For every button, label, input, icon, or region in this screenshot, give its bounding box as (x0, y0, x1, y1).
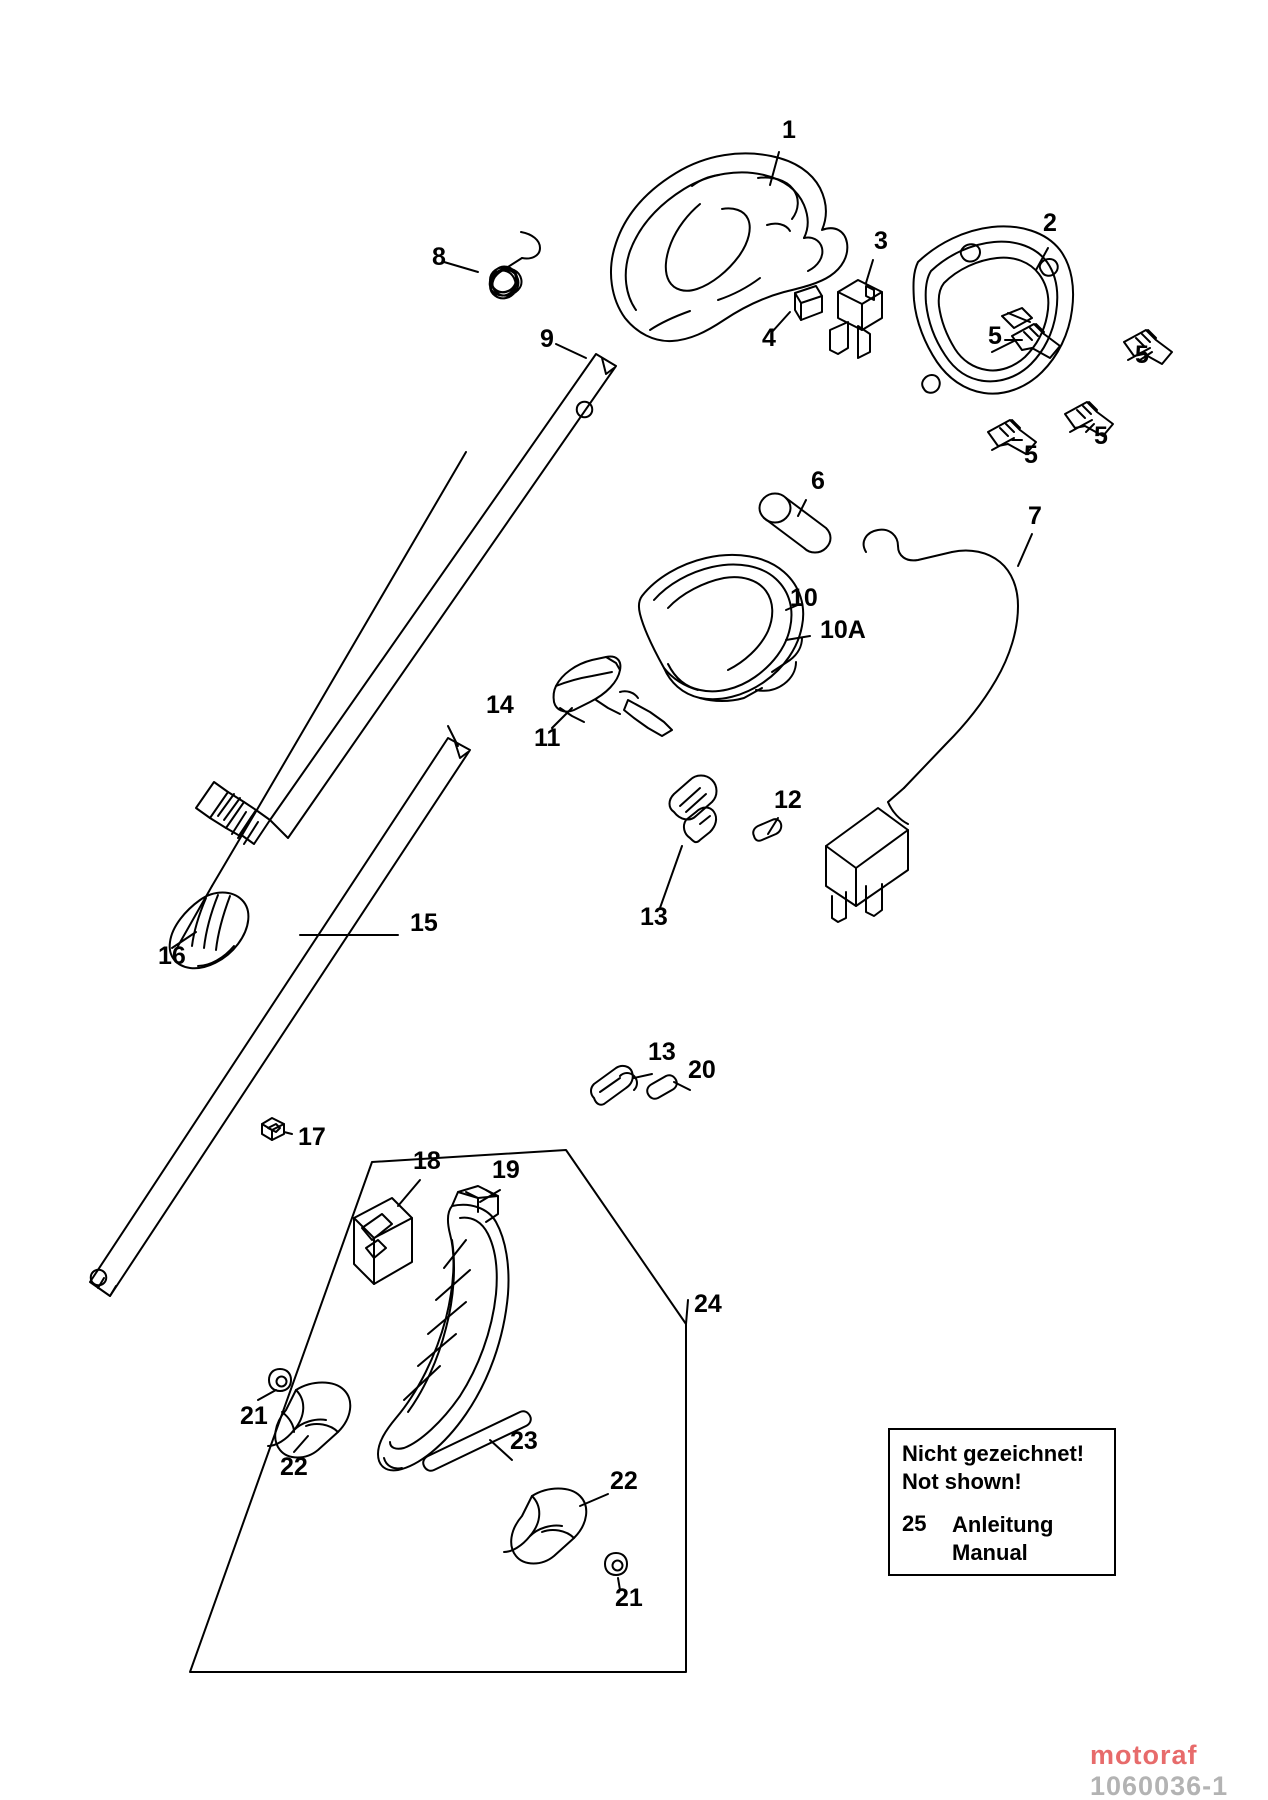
part-washer-21a (269, 1369, 291, 1391)
callout-22-b: 22 (610, 1467, 638, 1495)
callout-6: 6 (811, 467, 825, 495)
callout-10: 10 (790, 584, 818, 612)
callout-24: 24 (694, 1290, 722, 1318)
part-lower-shaft (90, 738, 470, 1296)
part-rod-12 (753, 819, 781, 841)
not-shown-item-label-en: Manual (952, 1539, 1028, 1565)
callout-23: 23 (510, 1427, 538, 1455)
leader-23 (490, 1440, 512, 1460)
leader-3 (866, 260, 873, 283)
callout-3: 3 (874, 227, 888, 255)
callout-11: 11 (534, 724, 561, 752)
leader-17 (284, 1132, 292, 1134)
callout-17: 17 (298, 1123, 326, 1151)
callout-21-a: 21 (240, 1402, 268, 1430)
callout-14: 14 (486, 691, 514, 719)
part-bracket-18 (354, 1198, 412, 1284)
callout-5-a: 5 (988, 322, 1002, 350)
watermark (1090, 1740, 1268, 1800)
callout-4: 4 (762, 324, 776, 352)
part-pin-20 (647, 1075, 677, 1099)
leader-9 (556, 344, 586, 358)
callout-9: 9 (540, 325, 554, 353)
part-clip-13a (670, 776, 717, 843)
not-shown-item (902, 1511, 1102, 1566)
part-coiled-wire (178, 232, 540, 946)
callout-10a: 10A (820, 616, 866, 644)
part-clip-13b (591, 1066, 637, 1105)
not-shown-title-en: Not shown! (902, 1468, 1022, 1494)
part-small-block (795, 286, 822, 320)
part-grip-half (554, 657, 672, 736)
callout-18: 18 (413, 1147, 441, 1175)
callout-13-a: 13 (640, 903, 668, 931)
leader-22a (294, 1436, 308, 1452)
leader-7 (1018, 534, 1032, 566)
callout-13-b: 13 (648, 1038, 676, 1066)
callout-12: 12 (774, 786, 802, 814)
callout-22-a: 22 (280, 1453, 308, 1481)
callout-2: 2 (1043, 209, 1057, 237)
part-grip-shell (639, 555, 803, 701)
callout-5-d: 5 (1024, 441, 1038, 469)
callout-1: 1 (782, 116, 796, 144)
leader-24 (686, 1300, 688, 1324)
part-cover-plate (913, 226, 1073, 393)
part-washer-21b (605, 1553, 627, 1575)
not-shown-item-label-de: Anleitung (952, 1512, 1054, 1537)
watermark-text: motoraf (1090, 1740, 1198, 1770)
not-shown-box (888, 1428, 1116, 1576)
callout-7: 7 (1028, 502, 1042, 530)
callout-5-b: 5 (1135, 341, 1149, 369)
leader-8 (444, 262, 478, 272)
not-shown-title-de: Nicht gezeichnet! (902, 1441, 1085, 1466)
not-shown-item-number: 25 (902, 1511, 927, 1536)
callout-19: 19 (492, 1156, 520, 1184)
callout-5-c: 5 (1094, 422, 1108, 450)
callout-16: 16 (158, 942, 186, 970)
part-handle-housing (611, 153, 847, 341)
part-upper-shaft (196, 354, 616, 844)
part-switch-block (830, 280, 882, 358)
watermark-suffix: 1060036-1 (1090, 1771, 1229, 1800)
leader-14 (448, 726, 458, 746)
leader-18 (398, 1180, 420, 1206)
part-nut (262, 1118, 284, 1140)
callout-20: 20 (688, 1056, 716, 1084)
callout-15: 15 (410, 909, 438, 937)
leader-13a (660, 846, 682, 908)
callout-8: 8 (432, 243, 446, 271)
leader-13b (634, 1074, 652, 1078)
leader-21a (258, 1390, 276, 1400)
part-pin (760, 494, 831, 553)
part-power-cord (826, 530, 1018, 922)
callout-21-b: 21 (615, 1584, 643, 1612)
part-bushing-22b (504, 1489, 586, 1564)
